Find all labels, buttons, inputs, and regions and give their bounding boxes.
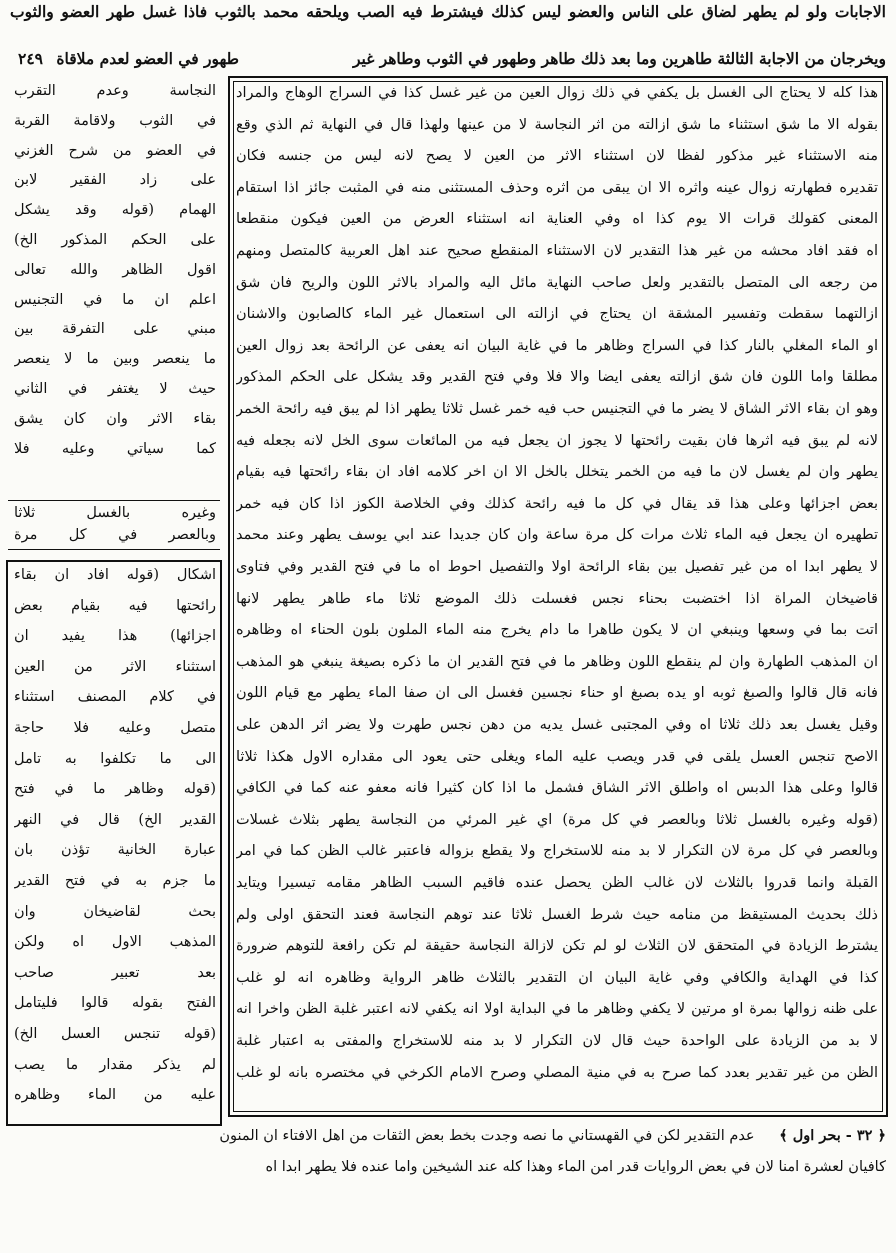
text-line: الفتح بقوله قالوا فليتأمل bbox=[14, 996, 216, 1012]
header-end-text: طهور في العضو لعدم ملاقاة bbox=[56, 49, 239, 68]
text-line: على زاد الفقير لابن bbox=[14, 173, 216, 189]
text-line: من رجعه الى المتصل بالتقدير ولعل صاحب النهاية مائل اليه والمراد بالاثر اللون والريح فان شق bbox=[236, 275, 878, 291]
text-line: عليه من الماء وظاهره bbox=[14, 1088, 216, 1104]
text-line: منه الاستثناء غير مذكور لفظا لان استثناء الاثر من العين لا يصح لانه ليس من جنسه فكان bbox=[236, 149, 878, 165]
header-line: الاجابات ولو لم يطهر لضاق على الناس والعضو ليس كذلك فيشترط فيه الصب ويلحقه محمد بالثوب فاذا غسل طهر العضو والثوب bbox=[10, 4, 886, 21]
footer-line-1 bbox=[10, 1129, 886, 1155]
text-line: في كلام المصنف استثناء bbox=[14, 690, 216, 706]
text-line: المعنى كقولك قرأت الا يوم كذا اه وفي العناية انه استثناء العرض من العين فيكون منقطعا bbox=[236, 212, 878, 228]
text-line: مطلقا وأما اللون فان شق ازالته يعفى أيضا والا فلا وفي فتح القدير وقد يشكل على الحكم المذكور bbox=[236, 370, 878, 386]
header-text: ويخرجان من الاجابة الثالثة طاهرين وما بعد ذلك طاهر وطهور في الثوب وطاهر غير bbox=[352, 49, 886, 68]
text-line: بحث لقاضيخان وان bbox=[14, 904, 216, 920]
footer-marker: ﴿ ٣٢ - بحر اول ﴾ bbox=[779, 1129, 886, 1144]
text-line: الهمام (قوله وقد يشكل bbox=[14, 203, 216, 219]
text-line: كما سيأتي وعليه فلا bbox=[14, 441, 216, 457]
text-line: بقاء الاثر وان كان يشق bbox=[14, 411, 216, 427]
text-line: استثناء الاثر من العين bbox=[14, 659, 216, 675]
text-line: كذا في الهداية والكافي وفي غاية البيان ان التقدير بالثلاث ظاهر الرواية وظاهره انه لو غلب bbox=[236, 970, 878, 986]
text-line: يشترط الزيادة في المتحقق لان الثلاث لو لم تكن لازالة النجاسة حقيقة لم تكن رافعة للتوهم ضرورة bbox=[236, 939, 878, 955]
footer-line-2: كافيان لعشرة أمنا لان في بعض الروايات قدر امن الماء وهذا كله عند الشيخين وأما عنده فلا يطهر أبدا اه bbox=[265, 1160, 886, 1175]
text-line: القدير الخ) قال في النهر bbox=[14, 812, 216, 828]
text-line: ما ينعصر وبين ما لا ينعصر bbox=[14, 352, 216, 368]
text-line: قالوا وعلى هذا الدبس اه وأطلق الاثر الشاق فشمل ما اذا كان كثيرا فانه معفو عنه كما في الكافي bbox=[236, 781, 878, 797]
text-line: (قوله تنجس العسل الخ) bbox=[14, 1027, 216, 1042]
text-line: وهو ان بقاء الاثر الشاق لا يضر ما في التجنيس حب فيه خمر غسل ثلاثا يطهر اذا لم يبق فيه رائحة الخمر bbox=[236, 402, 878, 417]
text-line: تطهيره ان يجعل فيه الماء ثلاث مرات كل مرة ساعة وان كان جديدا عند أبي يوسف يطهر وعند محمد bbox=[236, 528, 878, 544]
text-line: ذلك بحديث المستيقظ من منامه حيث شرط الغسل ثلاثا عند توهم النجاسة فعند التحقق أولى ولم bbox=[236, 907, 878, 923]
text-line: أجزائها) هذا يفيد ان bbox=[14, 629, 216, 645]
text-line: أعلم ان ما في التجنيس bbox=[14, 292, 216, 308]
text-line: الاصح تنجس العسل يلقى في قدر ويصب عليه الماء ويغلى حتى يعود الى مقداره الاول هكذا ثلاثا bbox=[236, 749, 878, 765]
text-line: وغيره بالغسل ثلاثا bbox=[14, 506, 216, 521]
text-line: أقول الظاهر والله تعالى bbox=[14, 262, 216, 278]
text-line: على الحكم المذكور الخ) bbox=[14, 233, 216, 248]
text-line: بقوله الا ما شق استثناء ما شق ازالته من أثر النجاسة لا من عينها ولهذا قال في النهاية ثم الذي وقع bbox=[236, 117, 878, 133]
text-line: وقيل يغسل بعد ذلك ثلاثا اه وفي المجتبى غسل يديه من دهن نجس طهرت ولا يضر أثر الدهن على bbox=[236, 718, 878, 733]
page-number: ٢٤٩ bbox=[18, 49, 43, 68]
text-line: اشكال (قوله أفاد ان بقاء bbox=[14, 568, 216, 583]
text-line: ان المذهب الطهارة وان لم ينقطع اللون وظاهر ما في فتح القدير ان ما ذكره بصيغة ينبغي هو المذهب bbox=[236, 654, 878, 670]
text-line: متصل وعليه فلا حاجة bbox=[14, 721, 216, 736]
text-line: يطهر وان لم يغسل لان ما فيه من الخمر يتخلل بالخل الا أن آخر كلامه أفاد ان بقاء رائحتها فيه بقيام bbox=[236, 465, 878, 481]
text-line: النجاسة وعدم التقرب bbox=[14, 84, 216, 99]
text-line: الظن من غير تقدير بعدد كما صرح به في منية المصلي وصرح الامام الكرخي في مختصره بانه لو غلب bbox=[236, 1065, 878, 1081]
text-line: اه فقد أفاد محشه من غير هذا التقدير لان الاستثناء المنقطع صحيح عند أهل العربية كالمتصل ومنهم bbox=[236, 244, 878, 259]
text-line: ما جزم به في فتح القدير bbox=[14, 874, 216, 889]
text-line: على ظنه زوالها بمرة أو مرتين لا يكفي وظاهر ما في البداية أولا انه يكفي لانه اعتبر غلبة الظن وآخرا انه bbox=[236, 1002, 878, 1018]
text-line: الى ما تكلفوا به تأمل bbox=[14, 751, 216, 767]
text-line: ازالتهما سقطت وتفسير المشقة أن يحتاج في ازالته الى استعمال غير الماء كالصابون والاشنان bbox=[236, 307, 878, 323]
text-line: في الثوب ولاقامة القربة bbox=[14, 113, 216, 129]
text-line: قاضيخان المرأة اذا اختضبت بحناء نجس فغسلت ذلك الموضع ثلاثا ماء طاهر يطهر لانها bbox=[236, 591, 878, 607]
text-line: أو الماء المغلي بالنار كذا في السراج وظاهر ما في غاية البيان انه يعفى عن الرائحة بعد زوال العين bbox=[236, 338, 878, 354]
text-line: وبالعصر في كل مرة لان التكرار لا بد منه للاستخراج ولا يقطع بزواله فاعتبر غالب الظن كما في أمر bbox=[236, 844, 878, 860]
text-line: المذهب الاول اه ولكن bbox=[14, 935, 216, 951]
text-line: بعض أجزائها وعلى هذا قد يقال في كل ما فيه رائحة كذلك وفي الخلاصة الكوز اذا كان فيه خمر bbox=[236, 496, 878, 512]
text-line: رائحتها فيه بقيام بعض bbox=[14, 598, 216, 614]
text-line: لا بد من الزيادة على الواحدة حيث قال لان التكرار لا بد منه للاستخراج والمفتى به اعتبار غلبة bbox=[236, 1034, 878, 1049]
text-line: لا يطهر أبدا اه من غير تفصيل بين بقاء الرائحة أولا والتفصيل أحوط اه ما في فتح القدير وفي فتاوى bbox=[236, 560, 878, 575]
text-line: مبني على التفرقة بين bbox=[14, 322, 216, 338]
text-line: (قوله وظاهر ما في فتح bbox=[14, 782, 216, 798]
text-line: تقديره فطهارته زوال عينه وأثره الا أن يبقى من أثره وحذف المستثنى منه في المثبت جائز اذا استقام bbox=[236, 180, 878, 196]
text-line: عبارة الخانية تؤذن بان bbox=[14, 843, 216, 859]
text-line: بعد تعبير صاحب bbox=[14, 965, 216, 981]
text-line: هذا كله لا يحتاج الى الغسل بل يكفي في ذلك زوال العين من غير غسل كذا في السراج الوهاج والمراد bbox=[236, 86, 878, 101]
text-line: حيث لا يغتفر في الثاني bbox=[14, 382, 216, 397]
text-line: وبالعصر في كل مرة bbox=[14, 528, 216, 543]
text-line: فانه قال قالوا والصبغ ثوبه أو يده بصبغ أو حناء نجسين فغسل الى ان صفا الماء يطهر مع قيام اللون bbox=[236, 686, 878, 702]
text-line: لم يذكر مقدار ما يصب bbox=[14, 1057, 216, 1073]
footer-text-1: عدم التقدير لكن في القهستاني ما نصه وجدت بخط بعض الثقات من أهل الافتاء ان المنون bbox=[219, 1129, 755, 1144]
text-line: لانه لم يبق فيه أثرها فان بقيت رائحتها لا يجوز ان يجعل فيه من المائعات سوى الخل لانه بجعله فيه bbox=[236, 433, 878, 449]
text-line: القبلة وانما قدروا بالثلاث لان غالب الظن يحصل عنده فأقيم السبب الظاهر مقامه تيسيرا ويتأيد bbox=[236, 876, 878, 891]
header-line-end bbox=[10, 49, 239, 68]
text-line: أتت بما في وسعها وينبغي أن لا يكون طاهرا ما دام يخرج منه الماء الملون بلون الحناء اه وظاهره bbox=[236, 623, 878, 639]
header-line-2 bbox=[10, 49, 886, 71]
text-line: (قوله وغيره بالغسل ثلاثا وبالعصر في كل مرة) أي غير المرئي من النجاسة يطهر بثلاث غسلات bbox=[236, 812, 878, 828]
text-line: في العضو من شرح الغزني bbox=[14, 143, 216, 159]
